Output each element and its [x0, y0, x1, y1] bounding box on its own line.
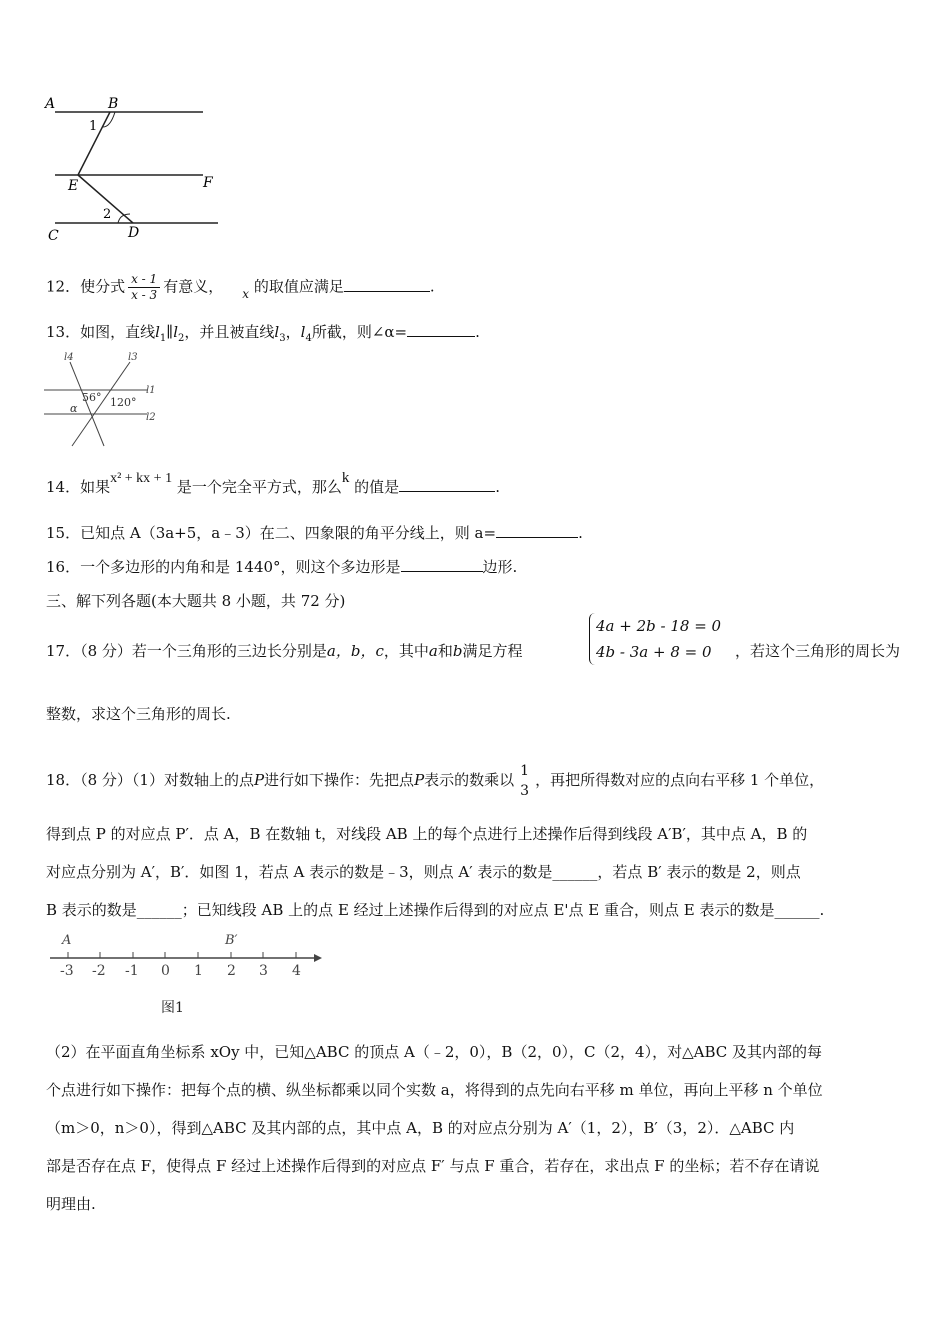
label-56: 56° — [82, 391, 102, 404]
tick-label: 0 — [161, 963, 170, 979]
question-17-line1: 17．（8 分）若一个三角形的三边长分别是a，b，c，其中a和b满足方程 — [46, 642, 523, 660]
q12-fraction: $\frac{x - 1}{x - 3}$ — [128, 272, 160, 303]
label-angle-2: 2 — [103, 207, 112, 222]
label-B: B — [108, 96, 119, 112]
tick-label: -3 — [60, 963, 74, 979]
q13-figure — [42, 350, 162, 450]
question-18-line1: 18．（8 分）（1）对数轴上的点P进行如下操作：先把点P表示的数乘以 1 3 ，再把所得数对应的点向右平移 1 个单位， — [46, 763, 825, 799]
label-l3: l3 — [128, 352, 138, 363]
label-A: A — [45, 96, 56, 112]
answer-blank[interactable] — [344, 277, 430, 292]
question-18-part2-line3: （m＞0，n＞0），得到△ABC 及其内部的点，其中点 A，B 的对应点分别为 A′（1，2），B′（3，2）．△ABC 内 — [46, 1119, 795, 1137]
figure-caption: 图1 — [161, 1000, 184, 1016]
label-D: D — [128, 225, 140, 241]
q18-fraction: 1 3 — [520, 763, 530, 799]
label-angle-1: 1 — [89, 119, 98, 134]
label-E: E — [68, 178, 79, 194]
label-alpha: α — [70, 402, 78, 415]
question-18-part2-line2: 个点进行如下操作：把每个点的横、纵坐标都乘以同个实数 a，将得到的点先向右平移 m 单位，再向上平移 n 个单位 — [46, 1081, 823, 1099]
answer-blank[interactable] — [401, 557, 483, 572]
tick-label: 1 — [194, 963, 203, 979]
label-120: 120° — [110, 396, 137, 409]
label-C: C — [48, 228, 59, 244]
question-15: 15．已知点 A（3a+5，a﹣3）在二、四象限的角平分线上，则 a= . — [46, 524, 583, 542]
tick-label: -1 — [125, 963, 139, 979]
number-line-figure — [44, 928, 334, 1018]
question-18-line4: B 表示的数是______；已知线段 AB 上的点 E 经过上述操作后得到的对应点 E'点 E 重合，则点 E 表示的数是______. — [46, 901, 825, 919]
question-17-line2: 整数，求这个三角形的周长. — [46, 705, 231, 723]
question-16: 16．一个多边形的内角和是 1440°，则这个多边形是 边形. — [46, 558, 518, 576]
section-heading: 三、解下列各题(本大题共 8 小题，共 72 分) — [46, 592, 346, 610]
tick-label: 4 — [292, 963, 301, 979]
tick-label: -2 — [92, 963, 106, 979]
equation-system: 4a + 2b - 18 = 0 4b - 3a + 8 = 0 — [589, 613, 721, 665]
question-18-line2: 得到点 P 的对应点 P′．点 A，B 在数轴 t，对线段 AB 上的每个点进行上述操作后得到线段 A′B′，其中点 A，B 的 — [46, 825, 808, 843]
question-18-line3: 对应点分别为 A′，B′．如图 1，若点 A 表示的数是﹣3，则点 A′ 表示的数是______，若点 B′ 表示的数是 2，则点 — [46, 863, 801, 881]
question-18-part2-line5: 明理由. — [46, 1195, 96, 1213]
label-l2: l2 — [146, 412, 156, 423]
q14-expression: x² + kx + 1 — [110, 471, 173, 486]
question-18-part2-line1: （2）在平面直角坐标系 xOy 中，已知△ABC 的顶点 A（﹣2，0），B（2，0），C（2，4），对△ABC 及其内部的每 — [46, 1043, 823, 1061]
label-l1: l1 — [146, 385, 156, 396]
question-17-tail: ，若这个三角形的周长为 — [735, 642, 901, 660]
label-F: F — [203, 175, 213, 191]
question-18-part2-line4: 部是否存在点 F，使得点 F 经过上述操作后得到的对应点 F′ 与点 F 重合，若存在，求出点 F 的坐标；若不存在请说 — [46, 1157, 820, 1175]
answer-blank[interactable] — [399, 477, 495, 492]
parallel-lines-figure — [40, 92, 230, 244]
answer-blank[interactable] — [407, 322, 475, 337]
tick-label: 3 — [259, 963, 268, 979]
question-13: 13．如图，直线$l_1\parallel l_2$，并且被直线$l_3$，$l_4$所截，则∠α= . — [46, 323, 480, 344]
number-line-ticks — [68, 952, 296, 958]
label-l4: l4 — [64, 352, 74, 363]
point-label-A: A — [62, 933, 72, 948]
answer-blank[interactable] — [496, 523, 578, 538]
point-label-B-prime: B′ — [225, 933, 238, 948]
tick-label: 2 — [227, 963, 236, 979]
question-12: 12．使分式 $\frac{x - 1}{x - 3}$ 有意义， $_x$ 的取值应满足 . — [46, 272, 435, 302]
question-14: 14．如果x² + kx + 1 是一个完全平方式，那么k 的值是 . — [46, 470, 500, 496]
